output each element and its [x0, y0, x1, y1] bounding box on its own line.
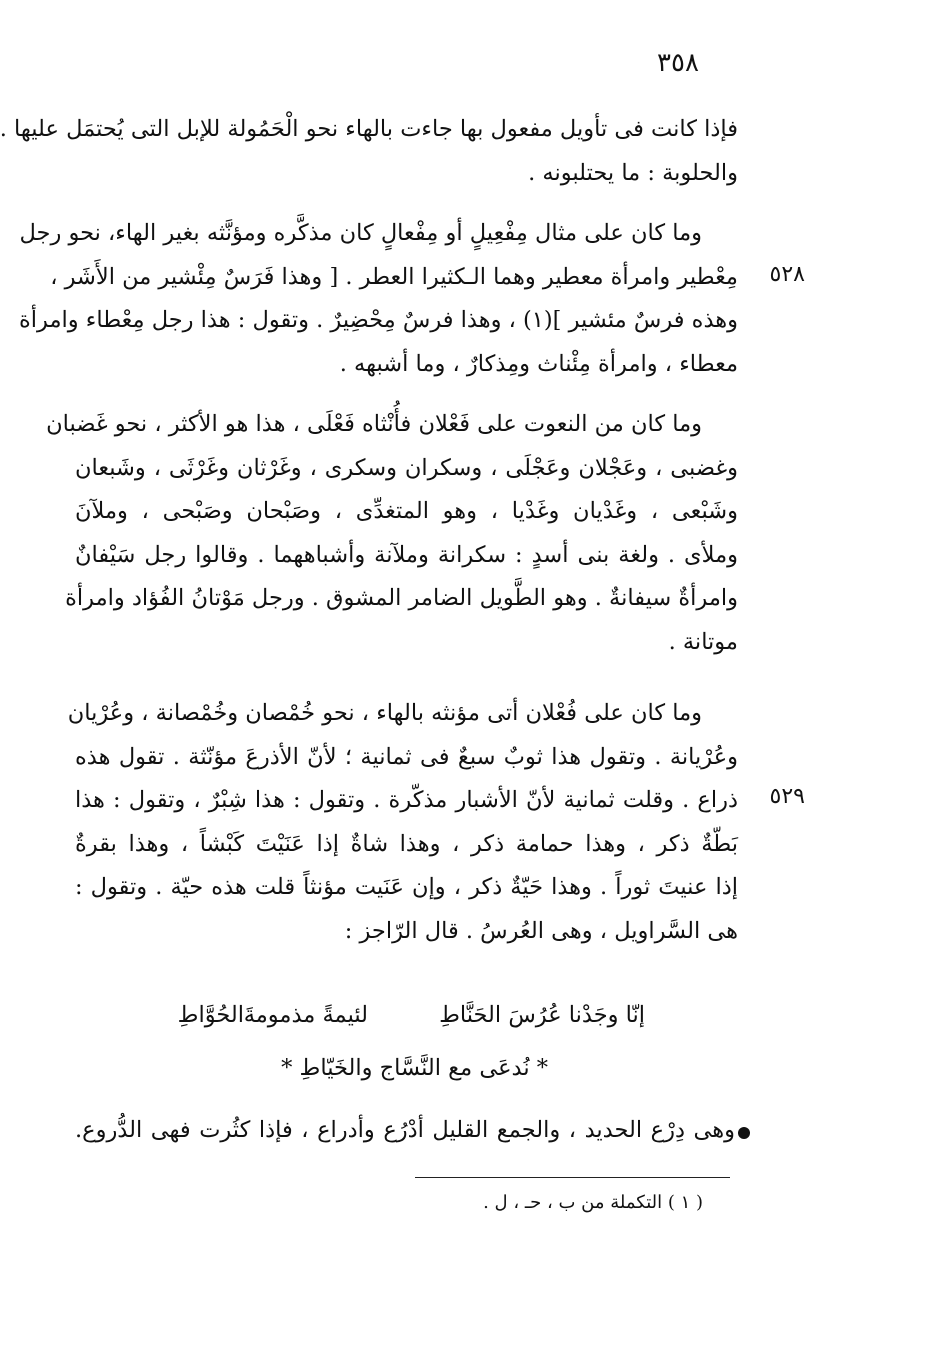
paragraph-4: [67, 692, 738, 953]
verse-hemistich-right: إنّا وجَدْنا عُرُسَ الحَنَّاطِ: [439, 1002, 645, 1028]
text-line: بَطّةٌ ذكر ، وهذا حمامة ذكر ، وهذا شاةٌ إذا عَنَيْتَ كَبْشاً ، وهذا بقرةٌ: [75, 830, 738, 857]
verse-line-2: * نُدعَى مع النَّسَّاج والخَيّاطِ *: [281, 1055, 548, 1081]
paragraph-3: [46, 403, 738, 664]
text-line: ذراع . وقلت ثمانية لأنّ الأشبار مذكّرة . وتقول : هذا شِبْرٌ ، وتقول : هذا: [75, 787, 738, 813]
text-line: وغضبى ، وعَجْلان وعَجْلَى ، وسكران وسكرى ، وغَرْثان وغَرْثَى ، وشَبعان: [75, 454, 738, 481]
text-line: معطاء ، وامرأة مِئْناث ومِذكارٌ ، وما أشبهه .: [339, 350, 738, 377]
text-line: وشَبْعى ، وغَدْيان وغَدْيا ، وهو المتغدِّى ، وصَبْحان وصَبْحى ، وملآنَ: [75, 498, 738, 524]
footnote-divider: [415, 1177, 730, 1178]
text-line: فإذا كانت فى تأويل مفعول بها جاءت بالهاء نحو الْحَمُولة للإبل التى يُحتمَل عليها .: [0, 116, 738, 142]
verse-hemistich-middle: لئيمةً مذمومةَ: [243, 1002, 368, 1028]
verse-hemistich-left: الحُوَّاطِ: [177, 1002, 244, 1028]
section-number-529: ٥٢٩: [769, 784, 805, 809]
paragraph-2: [18, 212, 738, 386]
text-line: وملأى . ولغة بنى أسدٍ : سكرانة وملآنة وأشباههما . وقالوا رجل سَيْفانٌ: [75, 541, 738, 568]
text-line: وهذه فرسٌ مئشير ](١) ، وهذا فرسٌ مِحْضِيرٌ . وتقول : هذا رجل مِعْطاء وامرأة: [18, 307, 738, 333]
text-line: هى السَّراويل ، وهى العُرسُ . قال الرّاجز :: [344, 917, 738, 944]
section-number-528: ٥٢٨: [769, 262, 805, 287]
footnote: ( ١ ) التكملة من ب ، حـ ، ل .: [483, 1192, 703, 1213]
bullet-text-line: وهى دِرْع الحديد ، والجمع القليل أدْرُع وأدراع ، فإذا كثُرت فهى الدُّروع.: [75, 1117, 735, 1143]
paragraph-1: [0, 108, 738, 195]
text-line: وما كان على فُعْلان أتى مؤنثه بالهاء ، نحو خُمْصان وخُمْصانة ، وعُرْيان: [67, 700, 702, 726]
text-line: وعُرْيانة . وتقول هذا ثوبٌ سبعٌ فى ثمانية ؛ لأنّ الأذرعَ مؤنّثة . تقول هذه: [75, 743, 738, 770]
text-line: والحلوبة : ما يحتلبونه .: [528, 159, 738, 186]
text-line: موتانة .: [668, 628, 738, 655]
text-line: وما كان من النعوت على فَعْلان فأُنْثاه فَعْلَى ، هذا هو الأكثر ، نحو غَضبان: [46, 411, 702, 437]
text-line: إذا عنيتَ ثوراً . وهذا حَيّةٌ ذكر ، وإن عَنَيت مؤنثاً قلت هذه حيّة . وتقول :: [75, 874, 738, 900]
text-line: مِعْطير وامرأة معطير وهما الـكثيرا العطر . [ وهذا فَرَسٌ مِئْشير من الأَشَر ،: [50, 263, 738, 290]
bullet-icon: [738, 1127, 750, 1139]
text-line: وما كان على مثال مِفْعِيلٍ أو مِفْعالٍ كان مذكَّره ومؤنَّثه بغير الهاء، نحو رجل: [19, 220, 702, 246]
text-line: وامرأةٌ سيفانةٌ . وهو الطَّويل الضامر المشوق . ورجل مَوْتانُ الفُؤاد وامرأة: [65, 585, 738, 611]
page-number: ٣٥٨: [657, 48, 699, 78]
